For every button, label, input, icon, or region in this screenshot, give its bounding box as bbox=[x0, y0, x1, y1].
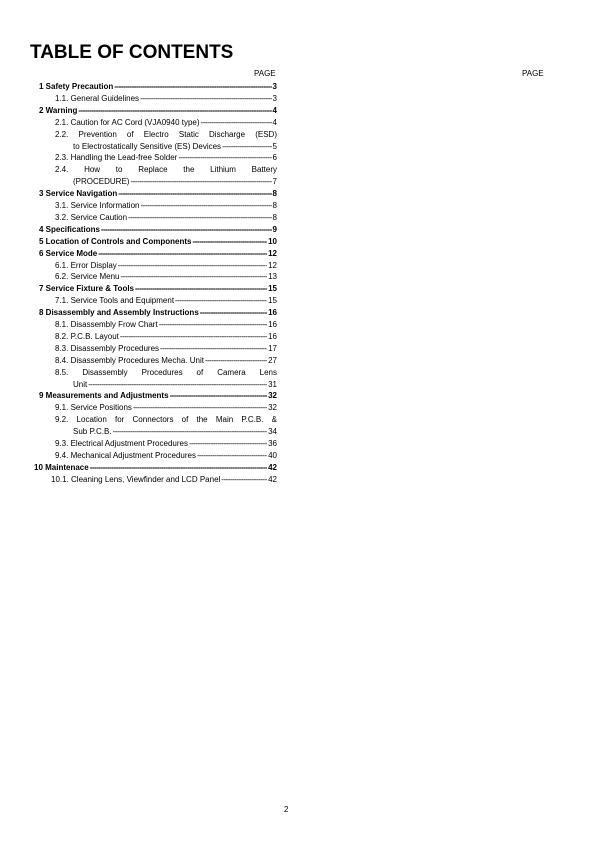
toc-dot-leader bbox=[133, 402, 267, 414]
toc-entry-text: 9.4. Mechanical Adjustment Procedures bbox=[55, 450, 196, 460]
toc-dot-leader bbox=[159, 319, 267, 331]
toc-dot-leader bbox=[90, 462, 267, 474]
toc-chapter-entry bbox=[39, 236, 277, 248]
toc-entry-text: 6 Service Mode bbox=[39, 248, 98, 258]
toc-entry-page: 34 bbox=[268, 427, 277, 437]
toc-row bbox=[0, 129, 595, 141]
page-number: 2 bbox=[284, 805, 289, 814]
toc-dot-leader bbox=[178, 152, 271, 164]
toc-chapter-entry bbox=[39, 81, 277, 93]
toc-row bbox=[0, 81, 595, 93]
page-column-label-right: PAGE bbox=[522, 69, 544, 78]
toc-chapter-entry bbox=[39, 307, 277, 319]
toc-entry-text: 8.3. Disassembly Procedures bbox=[55, 343, 160, 353]
toc-chapter-entry bbox=[39, 188, 277, 200]
toc-entry-page: 6 bbox=[272, 153, 277, 163]
toc-dot-leader bbox=[140, 200, 271, 212]
toc-row bbox=[0, 319, 595, 331]
toc-section-entry bbox=[55, 402, 277, 414]
toc-row bbox=[0, 474, 595, 486]
toc-entry-page: 7 bbox=[272, 177, 277, 187]
toc-row bbox=[0, 224, 595, 236]
toc-dot-leader bbox=[120, 271, 267, 283]
toc-row bbox=[0, 367, 595, 379]
toc-chapter-entry bbox=[39, 224, 277, 236]
toc-entry-page: 42 bbox=[268, 462, 277, 472]
toc-dot-leader bbox=[189, 438, 267, 450]
toc-entry-text: 2.4. How to Replace the Lithium Battery bbox=[55, 165, 277, 175]
toc-entry-page: 16 bbox=[268, 320, 277, 329]
toc-entry-page: 4 bbox=[272, 117, 277, 127]
toc-row bbox=[0, 236, 595, 248]
toc-entry-text: 8.2. P.C.B. Layout bbox=[55, 331, 119, 341]
toc-entry-page: 8 bbox=[272, 189, 277, 199]
toc-section-entry bbox=[55, 200, 277, 212]
toc-entry-text: 7 Service Fixture & Tools bbox=[39, 284, 134, 294]
toc-section-entry bbox=[55, 355, 277, 367]
toc-row bbox=[0, 307, 595, 319]
toc-entry-page: 16 bbox=[268, 331, 277, 341]
toc-entry-text: 9.2. Location for Connectors of the Main P.C.B. & bbox=[55, 415, 277, 425]
toc-entry-page: 13 bbox=[268, 272, 277, 282]
toc-row bbox=[0, 331, 595, 343]
toc-section-entry bbox=[73, 141, 277, 153]
toc-entry-page: 27 bbox=[268, 355, 277, 365]
toc-entry-page: 12 bbox=[268, 248, 277, 258]
toc-entry-page: 5 bbox=[272, 141, 277, 151]
toc-entry-text: 8.5. Disassembly Procedures of Camera Lens bbox=[55, 367, 277, 377]
toc-row bbox=[0, 105, 595, 117]
toc-row bbox=[0, 390, 595, 402]
toc-entry-text: Unit bbox=[73, 379, 88, 389]
toc-entry-text: 3.2. Service Caution bbox=[55, 212, 128, 222]
toc-entry-text: 6.1. Error Display bbox=[55, 260, 117, 270]
toc-dot-leader bbox=[192, 236, 267, 248]
toc-row bbox=[0, 355, 595, 367]
toc-entry-page: 3 bbox=[272, 82, 277, 91]
toc-entry-page: 8 bbox=[272, 212, 277, 222]
toc-entry-text: 7.1. Service Tools and Equipment bbox=[55, 296, 175, 306]
toc-row bbox=[0, 260, 595, 272]
toc-entry-page: 12 bbox=[268, 260, 277, 270]
toc-entry-text: 9 Measurements and Adjustments bbox=[39, 391, 169, 401]
toc-entry-page: 10 bbox=[268, 236, 277, 246]
toc-dot-leader bbox=[113, 426, 268, 438]
toc-dot-leader bbox=[114, 81, 271, 93]
page-title: TABLE OF CONTENTS bbox=[30, 42, 234, 63]
toc-entry-page: 3 bbox=[272, 93, 277, 103]
toc-row bbox=[0, 271, 595, 283]
toc-dot-leader bbox=[128, 212, 272, 224]
toc-dot-leader bbox=[130, 176, 271, 188]
toc-chapter-entry bbox=[39, 105, 277, 117]
toc-entry-page: 32 bbox=[268, 403, 277, 413]
toc-section-entry bbox=[73, 176, 277, 188]
toc-row bbox=[0, 450, 595, 462]
toc-entry-page: 42 bbox=[268, 474, 277, 484]
toc-section-entry bbox=[73, 379, 277, 391]
toc-dot-leader bbox=[101, 224, 272, 236]
toc-section-entry bbox=[51, 474, 277, 486]
toc-section-entry bbox=[55, 343, 277, 355]
toc-entry-page: 40 bbox=[268, 450, 277, 460]
toc-section-entry bbox=[55, 438, 277, 450]
toc-entry-text: 9.3. Electrical Adjustment Procedures bbox=[55, 439, 188, 448]
toc-dot-leader bbox=[200, 307, 267, 319]
toc-entry-page: 4 bbox=[272, 105, 277, 115]
toc-entry-text: 3 Service Navigation bbox=[39, 189, 118, 199]
toc-entry-text: 2.1. Caution for AC Cord (VJA0940 type) bbox=[55, 117, 200, 127]
toc-section-entry bbox=[55, 152, 277, 164]
toc-row bbox=[0, 141, 595, 153]
toc-section-entry bbox=[55, 331, 277, 343]
toc-entry-text: 3.1. Service Information bbox=[55, 201, 140, 210]
toc-entry-text: 8.1. Disassembly Frow Chart bbox=[55, 320, 158, 329]
toc-entry-text: 5 Location of Controls and Components bbox=[39, 236, 192, 246]
toc-entry-text: 8 Disassembly and Assembly Instructions bbox=[39, 308, 199, 318]
toc-row bbox=[0, 164, 595, 176]
toc-entry-text: 9.1. Service Positions bbox=[55, 403, 132, 413]
toc-entry-page: 16 bbox=[268, 308, 277, 318]
toc-chapter-entry bbox=[39, 283, 277, 295]
toc-section-entry bbox=[55, 117, 277, 129]
toc-dot-leader bbox=[88, 379, 267, 391]
toc-dot-leader bbox=[118, 260, 267, 272]
toc-entry-text: 1 Safety Precaution bbox=[39, 82, 114, 91]
toc-entry-page: 17 bbox=[268, 343, 277, 353]
toc-entry-text: (PROCEDURE) bbox=[73, 177, 130, 187]
toc-entry-page: 15 bbox=[268, 284, 277, 294]
toc-entry-text: 4 Specifications bbox=[39, 224, 100, 234]
toc-entry-text: 10.1. Cleaning Lens, Viewfinder and LCD Panel bbox=[51, 474, 221, 484]
toc-chapter-entry bbox=[34, 462, 277, 474]
page-column-label-left: PAGE bbox=[254, 69, 276, 78]
toc-dot-leader bbox=[118, 188, 271, 200]
toc-dot-leader bbox=[205, 355, 267, 367]
toc-row bbox=[0, 152, 595, 164]
toc-entry-page: 9 bbox=[272, 224, 277, 234]
toc-entry-text: 2.2. Prevention of Electro Static Discharge (ESD) bbox=[55, 129, 277, 139]
toc-row bbox=[0, 402, 595, 414]
toc-dot-leader bbox=[170, 390, 268, 402]
toc-dot-leader bbox=[160, 343, 267, 355]
toc-dot-leader bbox=[221, 474, 267, 486]
toc-entry-text: 1.1. General Guidelines bbox=[55, 93, 140, 103]
toc-row bbox=[0, 426, 595, 438]
toc-entry-text: to Electrostatically Sensitive (ES) Devices bbox=[73, 141, 222, 151]
toc-dot-leader bbox=[78, 105, 271, 117]
toc-dot-leader bbox=[140, 93, 271, 105]
toc-row bbox=[0, 414, 595, 426]
toc-row bbox=[0, 188, 595, 200]
toc-chapter-entry bbox=[39, 390, 277, 402]
toc-row bbox=[0, 200, 595, 212]
toc-dot-leader bbox=[175, 295, 267, 307]
toc-dot-leader bbox=[222, 141, 271, 153]
toc-row bbox=[0, 212, 595, 224]
toc-row bbox=[0, 283, 595, 295]
toc-section-entry bbox=[55, 93, 277, 105]
toc-entry-text: 2.3. Handling the Lead-free Solder bbox=[55, 153, 178, 163]
toc-dot-leader bbox=[120, 331, 267, 343]
toc-section-entry bbox=[55, 319, 277, 331]
toc-row bbox=[0, 93, 595, 105]
toc-section-entry bbox=[73, 426, 277, 438]
toc-row bbox=[0, 343, 595, 355]
toc-entry-page: 32 bbox=[268, 391, 277, 401]
toc-dot-leader bbox=[197, 450, 267, 462]
toc-row bbox=[0, 462, 595, 474]
toc-entry-page: 31 bbox=[268, 379, 277, 389]
toc-dot-leader bbox=[201, 117, 272, 129]
toc-row bbox=[0, 117, 595, 129]
toc-section-entry bbox=[55, 450, 277, 462]
toc-dot-leader bbox=[98, 248, 267, 260]
toc-entry-text: 2 Warning bbox=[39, 105, 78, 115]
toc-row bbox=[0, 248, 595, 260]
toc-row bbox=[0, 295, 595, 307]
toc-section-entry bbox=[55, 212, 277, 224]
toc-entry-page: 36 bbox=[268, 439, 277, 448]
toc-section-entry bbox=[55, 271, 277, 283]
toc-entry-page: 8 bbox=[272, 201, 277, 210]
toc-entry-text: 6.2. Service Menu bbox=[55, 272, 120, 282]
toc-entry-text: Sub P.C.B. bbox=[73, 427, 112, 437]
toc-section-entry bbox=[55, 260, 277, 272]
toc-dot-leader bbox=[135, 283, 267, 295]
toc-row bbox=[0, 438, 595, 450]
toc-row bbox=[0, 176, 595, 188]
toc-section-entry bbox=[55, 295, 277, 307]
toc-chapter-entry bbox=[39, 248, 277, 260]
toc-entry-page: 15 bbox=[268, 296, 277, 306]
toc-row bbox=[0, 379, 595, 391]
toc-entry-text: 8.4. Disassembly Procedures Mecha. Unit bbox=[55, 355, 204, 365]
toc-entry-text: 10 Maintenace bbox=[34, 462, 89, 472]
